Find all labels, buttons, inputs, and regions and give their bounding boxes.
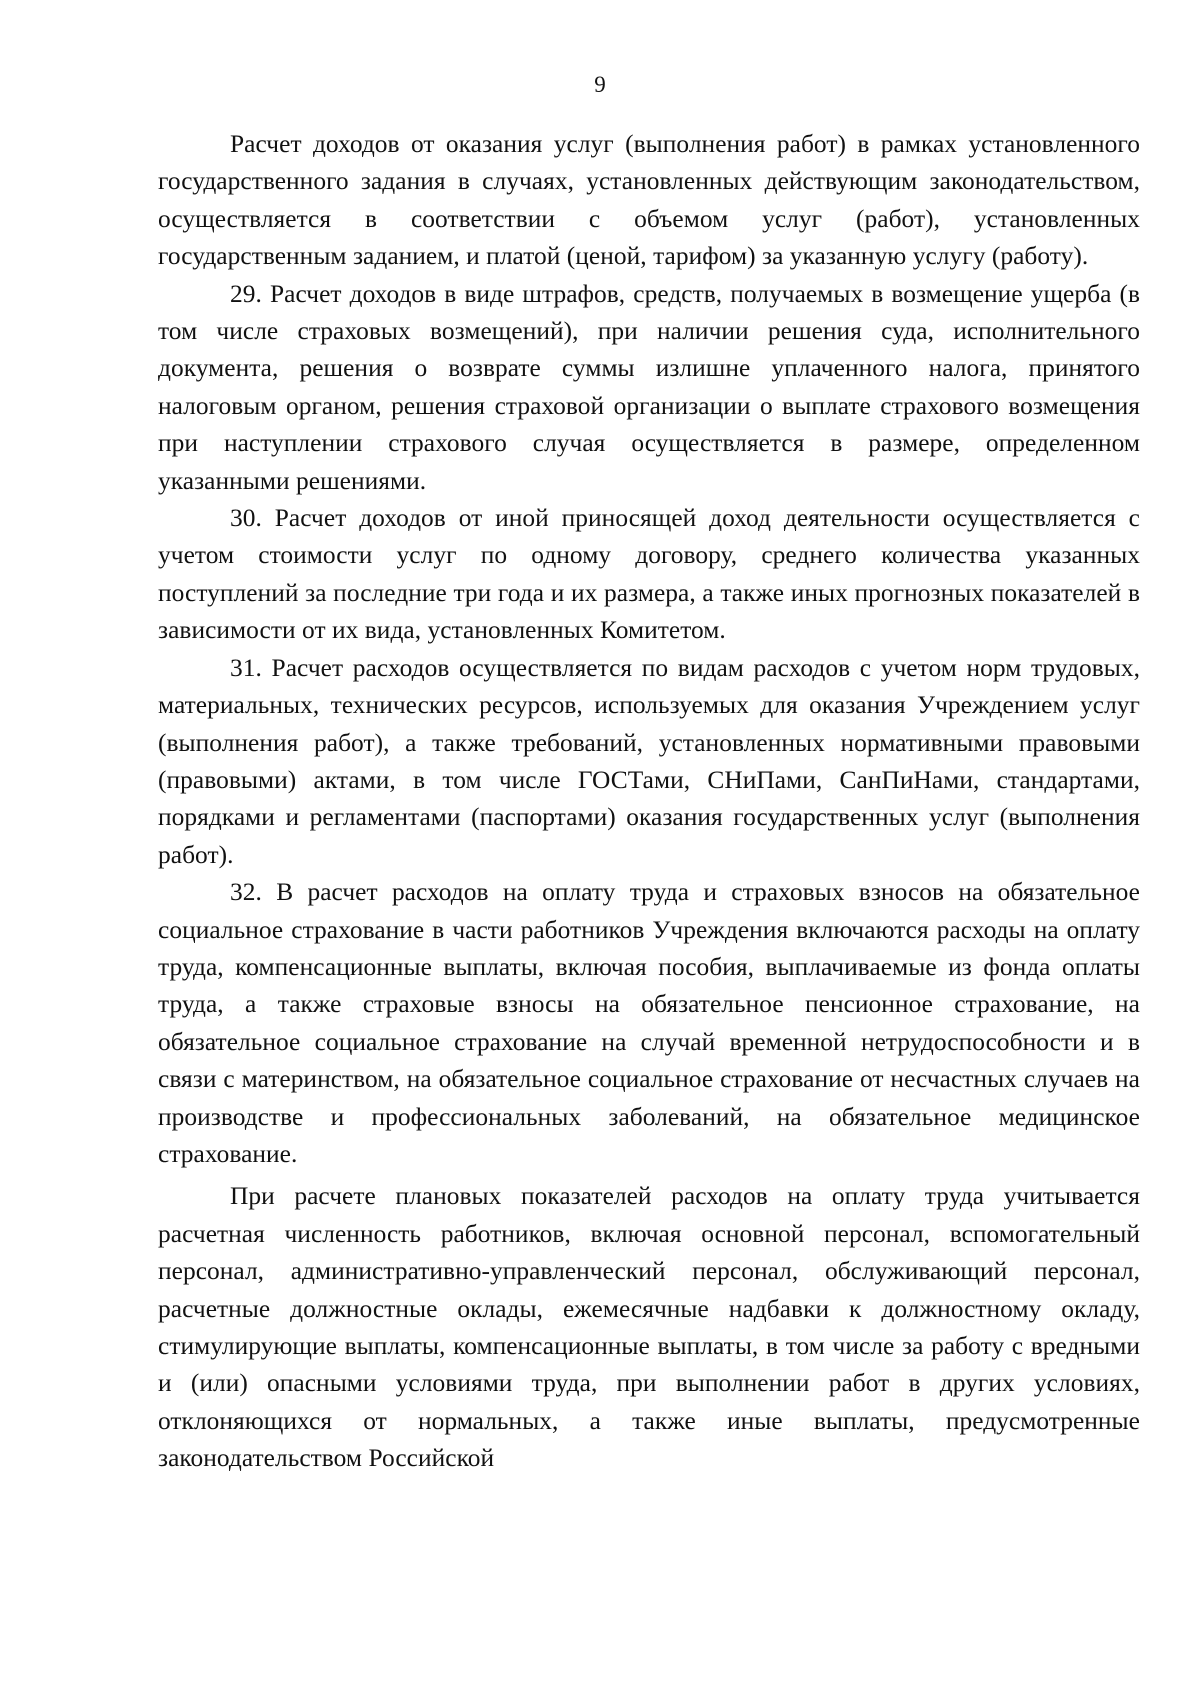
paragraph-revenue-state-assignment: Расчет доходов от оказания услуг (выполнения работ) в рамках установленного государственного задания в случаях, установленных действующим законодательством, осуществляется в соответствии с объемом услуг (работ), установленных государственным заданием, и платой (ценой, тарифом) за указанную услугу (работу). [158, 130, 1140, 271]
document-body [158, 126, 1140, 1478]
paragraph-planned-labor-indicators: При расчете плановых показателей расходов на оплату труда учитывается расчетная численность работников, включая основной персонал, вспомогательный персонал, административно-управленческий персонал, обслуживающий персонал, расчетные должностные оклады, ежемесячные надбавки к должностному окладу, стимулирующие выплаты, компенсационные выплаты, в том числе за работу с вредными и (или) опасными условиями труда, при выполнении работ в других условиях, отклоняющихся от нормальных, а также иные выплаты, предусмотренные законодательством Российской [158, 1182, 1140, 1473]
paragraph-31-expense-calculation: 31. Расчет расходов осуществляется по видам расходов с учетом норм трудовых, материальных, технических ресурсов, используемых для оказания Учреждением услуг (выполнения работ), а также требований, установленных нормативными правовыми (правовыми) актами, в том числе ГОСТами, СНиПами, СанПиНами, стандартами, порядками и регламентами (паспортами) оказания государственных услуг (выполнения работ). [158, 653, 1140, 869]
paragraph-32-labor-costs: 32. В расчет расходов на оплату труда и страховых взносов на обязательное социальное страхование в части работников Учреждения включаются расходы на оплату труда, компенсационные выплаты, включая пособия, выплачиваемые из фонда оплаты труда, а также страховые взносы на обязательное пенсионное страхование, на обязательное социальное страхование на случай временной нетрудоспособности и в связи с материнством, на обязательное социальное страхование от несчастных случаев на производстве и профессиональных заболеваний, на обязательное медицинское страхование. [158, 878, 1140, 1168]
paragraph-30-other-income: 30. Расчет доходов от иной приносящей доход деятельности осуществляется с учетом стоимости услуг по одному договору, среднего количества указанных поступлений за последние три года и их размера, а также иных прогнозных показателей в зависимости от их вида, установленных Комитетом. [158, 504, 1140, 645]
page-number: 9 [594, 72, 606, 97]
paragraph-29-fines-revenue: 29. Расчет доходов в виде штрафов, средств, получаемых в возмещение ущерба (в том числе страховых возмещений), при наличии решения суда, исполнительного документа, решения о возврате суммы излишне уплаченного налога, принятого налоговым органом, решения страховой организации о выплате страхового возмещения при наступлении страхового случая осуществляется в размере, определенном указанными решениями. [158, 279, 1140, 495]
